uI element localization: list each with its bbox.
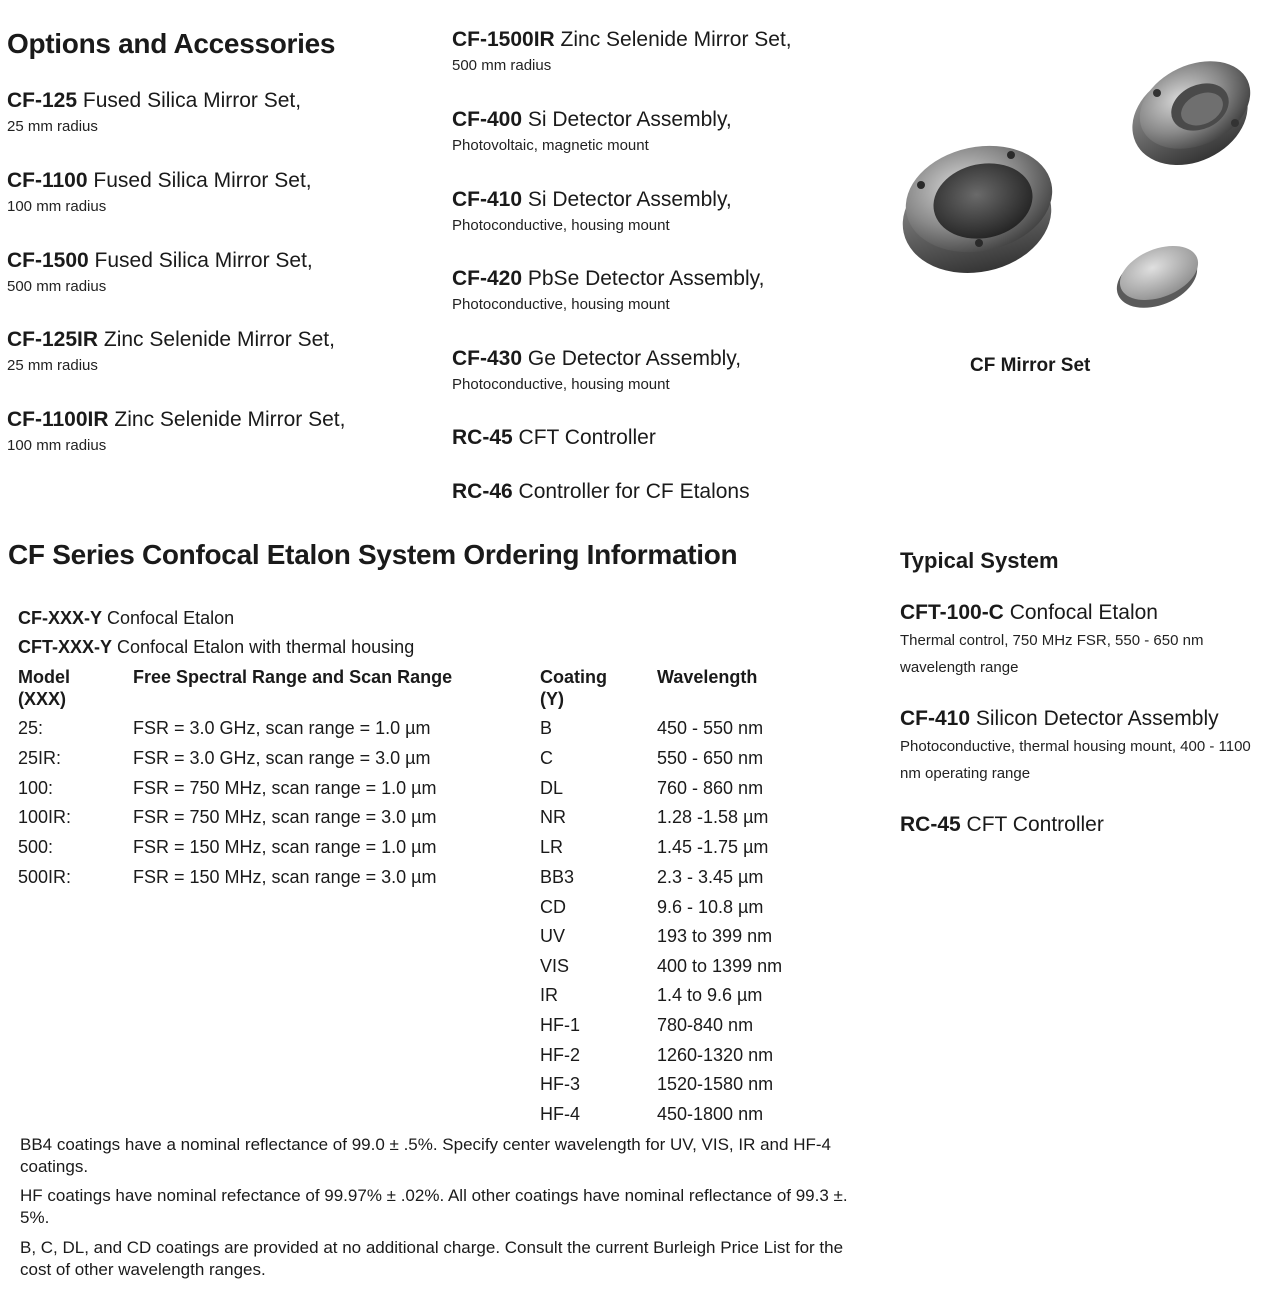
item-code: RC-46	[452, 480, 513, 503]
ring-mount-top	[1117, 44, 1265, 183]
model-value: 500:	[18, 837, 54, 857]
header-coating: Coating (Y)	[540, 667, 607, 709]
coating-code: C	[540, 748, 553, 768]
item-desc: Zinc Selenide Mirror Set,	[560, 28, 792, 51]
item-sub: 25 mm radius	[7, 357, 98, 374]
item-desc: CFT Controller	[518, 426, 656, 449]
coating-wavelength: 1260-1320 nm	[657, 1045, 774, 1065]
coating-wavelength: 780-840 nm	[657, 1015, 754, 1035]
item-code: CF-410	[452, 188, 523, 211]
item-desc: CFT Controller	[966, 813, 1104, 836]
coating-code: HF-1	[540, 1015, 580, 1035]
option-item-cf-430	[452, 347, 741, 395]
item-code: CF-410	[900, 707, 971, 730]
item-code: CF-1100	[7, 169, 88, 192]
item-sub: Photoconductive, housing mount	[452, 296, 670, 313]
item-code: CF-125IR	[7, 328, 99, 351]
model-value: 100IR:	[18, 807, 72, 827]
header-model: Model (XXX)	[18, 667, 70, 709]
options-title: Options and Accessories	[7, 28, 336, 59]
item-desc: Zinc Selenide Mirror Set,	[114, 408, 346, 431]
item-desc: Ge Detector Assembly,	[527, 347, 742, 370]
item-code: CF-1500IR	[452, 28, 555, 51]
coating-wavelength: 450 - 550 nm	[657, 718, 764, 738]
item-code: CF-1500	[7, 249, 89, 272]
header-fsr: Free Spectral Range and Scan Range	[133, 667, 453, 687]
item-desc: Confocal Etalon	[1009, 601, 1158, 624]
item-sub: Photoconductive, housing mount	[452, 217, 670, 234]
ordering-title: CF Series Confocal Etalon System Ordering Information	[8, 539, 738, 570]
option-item-cf-420	[452, 267, 764, 315]
option-item-rc-45	[452, 426, 656, 450]
option-item-cf-1100ir	[7, 408, 345, 456]
item-code: RC-45	[900, 813, 961, 836]
coating-code: NR	[540, 807, 566, 827]
mirror-set-photo	[895, 35, 1265, 335]
item-code: CFT-100-C	[900, 601, 1004, 624]
typical-item-rc-45	[900, 813, 1270, 837]
model-value: 25IR:	[18, 748, 62, 768]
coating-wavelength: 1.45 -1.75 µm	[657, 837, 769, 857]
item-sub: 100 mm radius	[7, 198, 107, 215]
model-value: 25:	[18, 718, 44, 738]
item-desc: Fused Silica Mirror Set,	[94, 249, 313, 272]
item-desc: Fused Silica Mirror Set,	[93, 169, 312, 192]
item-code: CF-125	[7, 89, 78, 112]
coating-wavelength: 1.28 -1.58 µm	[657, 807, 769, 827]
item-sub: 25 mm radius	[7, 118, 98, 135]
typical-title: Typical System	[900, 548, 1059, 573]
coating-code: UV	[540, 926, 566, 946]
item-desc: Silicon Detector Assembly	[975, 707, 1219, 730]
item-sub: Photovoltaic, magnetic mount	[452, 137, 649, 154]
fsr-value: FSR = 3.0 GHz, scan range = 3.0 µm	[133, 748, 431, 768]
header-wavelength: Wavelength	[657, 667, 758, 687]
coating-wavelength: 550 - 650 nm	[657, 748, 764, 768]
option-item-cf-1100	[7, 169, 312, 217]
coating-code: CD	[540, 897, 566, 917]
item-code: CF-400	[452, 108, 523, 131]
option-item-cf-125ir	[7, 328, 335, 376]
option-item-cf-125	[7, 89, 301, 137]
photo-caption: CF Mirror Set	[970, 355, 1091, 376]
item-sub: 500 mm radius	[7, 278, 107, 295]
item-desc: Si Detector Assembly,	[527, 108, 732, 131]
coating-code: IR	[540, 985, 558, 1005]
fsr-value: FSR = 750 MHz, scan range = 3.0 µm	[133, 807, 437, 827]
note-hf: HF coatings have nominal refectance of 99.97% ± .02%. All other coatings have nominal reflectance of 99.3 ±. 5%.	[20, 1186, 848, 1227]
item-code: CF-1100IR	[7, 408, 109, 431]
item-desc: Fused Silica Mirror Set,	[82, 89, 302, 112]
code-line-cf: CF-XXX-Y Confocal Etalon	[18, 608, 235, 628]
item-sub: Photoconductive, housing mount	[452, 376, 670, 393]
item-desc: Si Detector Assembly,	[527, 188, 732, 211]
item-code: RC-45	[452, 426, 513, 449]
coating-wavelength: 450-1800 nm	[657, 1104, 764, 1124]
option-item-cf-1500	[7, 249, 313, 297]
coating-code: LR	[540, 837, 564, 857]
note-pricing: B, C, DL, and CD coatings are provided at no additional charge. Consult the current Burleigh Price List for the cost of other wavelength ranges.	[20, 1238, 844, 1279]
coating-code: BB3	[540, 867, 575, 887]
option-item-rc-46	[452, 480, 750, 504]
note-bb4: BB4 coatings have a nominal reflectance of 99.0 ± .5%. Specify center wavelength for UV, VIS, IR and HF-4 coatings.	[20, 1135, 831, 1176]
fsr-value: FSR = 750 MHz, scan range = 1.0 µm	[133, 778, 437, 798]
coating-code: B	[540, 718, 553, 738]
item-sub: Photoconductive, thermal housing mount, 400 - 1100 nm operating range	[900, 738, 1251, 782]
coating-wavelength: 760 - 860 nm	[657, 778, 764, 798]
option-item-cf-1500ir	[452, 28, 792, 76]
mirror-disk-small	[1108, 235, 1206, 318]
item-sub: Thermal control, 750 MHz FSR, 550 - 650 nm wavelength range	[900, 632, 1204, 676]
option-item-cf-400	[452, 108, 732, 156]
code-line-cft: CFT-XXX-Y Confocal Etalon with thermal housing	[18, 637, 415, 657]
coating-wavelength: 1.4 to 9.6 µm	[657, 985, 763, 1005]
item-code: CF-420	[452, 267, 523, 290]
fsr-value: FSR = 3.0 GHz, scan range = 1.0 µm	[133, 718, 431, 738]
coating-code: VIS	[540, 956, 570, 976]
fsr-value: FSR = 150 MHz, scan range = 1.0 µm	[133, 837, 437, 857]
model-value: 100:	[18, 778, 54, 798]
coating-code: HF-3	[540, 1074, 580, 1094]
mirror-mount-large	[895, 133, 1062, 287]
item-desc: Controller for CF Etalons	[518, 480, 750, 503]
option-item-cf-410	[452, 188, 732, 236]
model-value: 500IR:	[18, 867, 72, 887]
item-desc: Zinc Selenide Mirror Set,	[103, 328, 335, 351]
coating-code: HF-4	[540, 1104, 580, 1124]
coating-wavelength: 400 to 1399 nm	[657, 956, 783, 976]
typical-item-cf-410	[900, 707, 1270, 787]
typical-item-cft-100-c	[900, 601, 1270, 681]
item-code: CF-430	[452, 347, 523, 370]
item-sub: 500 mm radius	[452, 57, 552, 74]
item-sub: 100 mm radius	[7, 437, 107, 454]
coating-code: HF-2	[540, 1045, 580, 1065]
fsr-value: FSR = 150 MHz, scan range = 3.0 µm	[133, 867, 437, 887]
coating-wavelength: 1520-1580 nm	[657, 1074, 774, 1094]
coating-wavelength: 9.6 - 10.8 µm	[657, 897, 764, 917]
coating-code: DL	[540, 778, 564, 798]
item-desc: PbSe Detector Assembly,	[527, 267, 765, 290]
coating-wavelength: 193 to 399 nm	[657, 926, 773, 946]
coating-wavelength: 2.3 - 3.45 µm	[657, 867, 764, 887]
